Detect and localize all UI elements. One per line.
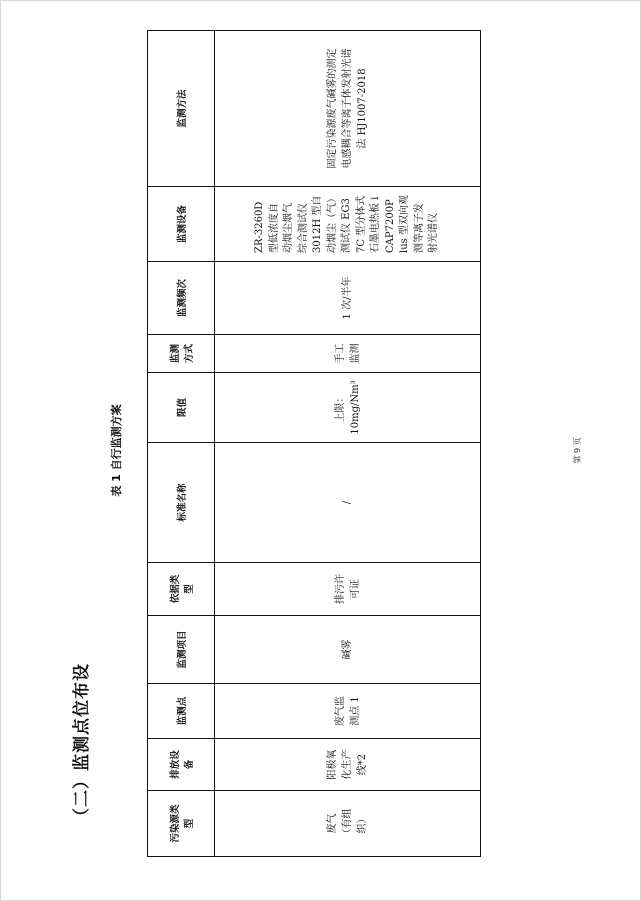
cell-monitoring-method: 固定污染源废气碱雾的测定电感耦合等离子体发射光谱法 HJ1007-2018 <box>215 31 481 187</box>
cell-monitoring-equipment: ZR-3260D 型低浓度自动烟尘烟气综合测试仪 3012H 型自动烟尘（气）测试仪 EG37C 型分体式石墨电热板 iCAP7200P lus 型双向观测等离子发射光谱仪 <box>215 187 481 262</box>
header-limit: 限值 <box>148 373 215 443</box>
cell-emission-equipment: 阳极氧化生产线*2 <box>215 739 481 791</box>
header-monitoring-point: 监测点 <box>148 684 215 739</box>
cell-standard-name: / <box>215 443 481 563</box>
limit-value: 10mg/Nm³ <box>349 380 361 435</box>
cell-pollutant-type: 废气（有组织） <box>215 791 481 857</box>
header-pollutant-type: 污染源类型 <box>148 791 215 857</box>
table-header-row <box>148 31 215 857</box>
limit-label: 上限： <box>334 392 346 423</box>
cell-monitoring-item: 碱雾 <box>215 616 481 684</box>
table-row <box>215 31 481 857</box>
header-monitoring-item: 监测项目 <box>148 616 215 684</box>
table-title: 表 1 自行监测方案 <box>110 404 123 497</box>
header-basis-type: 依据类型 <box>148 563 215 616</box>
monitoring-plan-table <box>147 30 481 857</box>
header-monitoring-frequency: 监测频次 <box>148 262 215 335</box>
cell-limit <box>215 373 481 443</box>
header-monitoring-equipment: 监测设备 <box>148 187 215 262</box>
cell-basis-type: 排污许可证 <box>215 563 481 616</box>
header-emission-equipment: 排放设备 <box>148 739 215 791</box>
section-heading: （二）监测点位布设 <box>72 663 92 825</box>
cell-monitoring-point: 废气监测点 1 <box>215 684 481 739</box>
header-monitoring-mode: 监测方式 <box>148 335 215 373</box>
page-number: 第 9 页 <box>573 437 582 464</box>
header-standard-name: 标准名称 <box>148 443 215 563</box>
header-monitoring-method: 监测方法 <box>148 31 215 187</box>
cell-monitoring-frequency: 1 次/半年 <box>215 262 481 335</box>
cell-monitoring-mode: 手工监测 <box>215 335 481 373</box>
